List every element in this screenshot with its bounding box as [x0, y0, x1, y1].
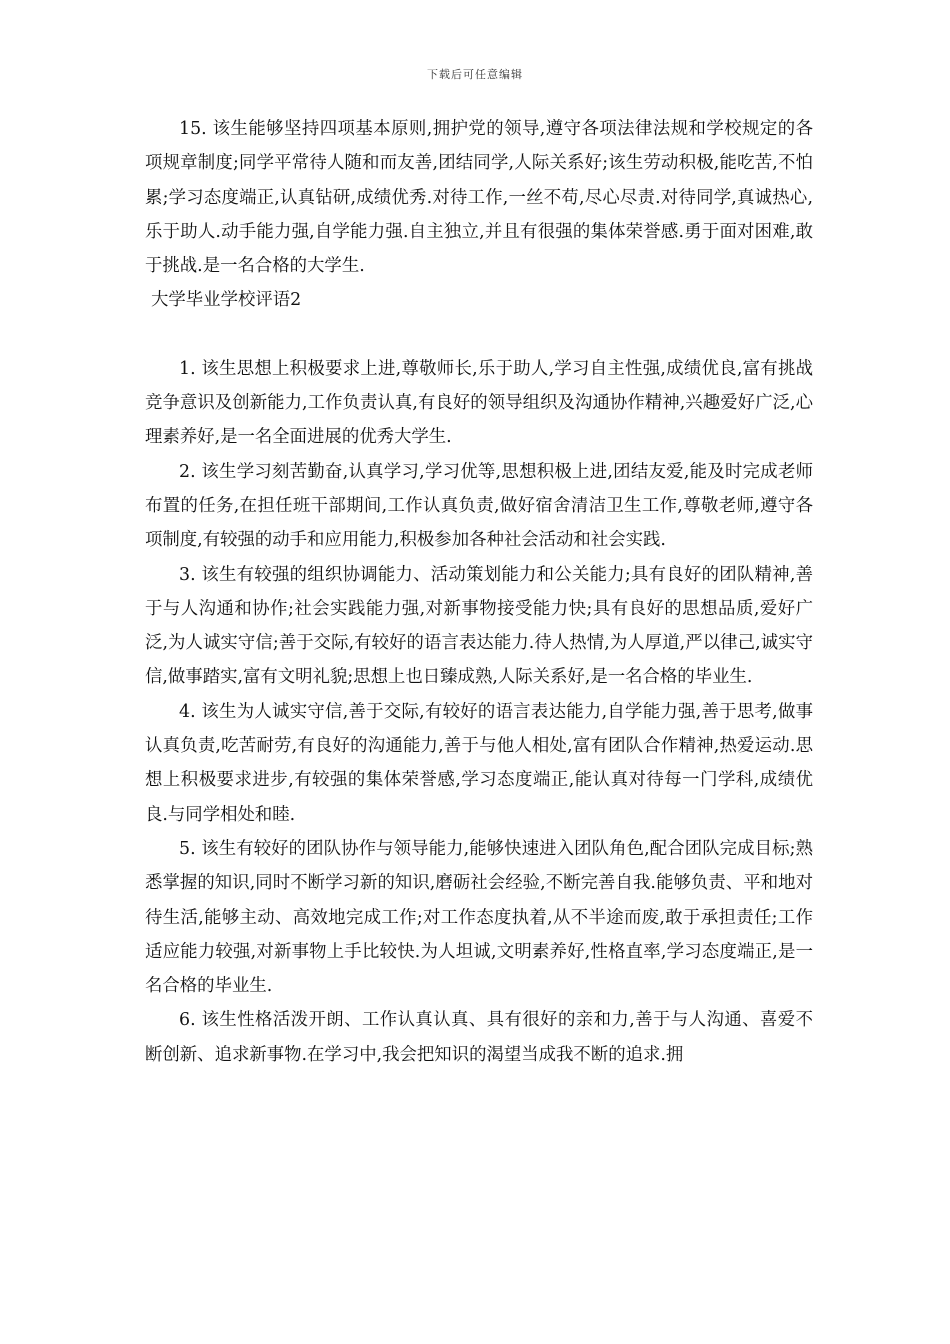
paragraph-2: 2. 该生学习刻苦勤奋,认真学习,学习优等,思想积极上进,团结友爱,能及时完成老师布置的任务,在担任班干部期间,工作认真负责,做好宿舍清洁卫生工作,尊敬老师,遵守各项制度,有较强的动手和应用能力,积极参加各种社会活动和社会实践.	[145, 461, 813, 551]
paragraph-15: 15. 该生能够坚持四项基本原则,拥护党的领导,遵守各项法律法规和学校规定的各项规章制度;同学平常待人随和而友善,团结同学,人际关系好;该生劳动积极,能吃苦,不怕累;学习态度端正,认真钻研,成绩优秀.对待工作,一丝不苟,尽心尽责.对待同学,真诚热心,乐于助人.动手能力强,自学能力强.自主独立,并且有很强的集体荣誉感.勇于面对困难,敢于挑战.是一名合格的大学生.	[145, 119, 813, 277]
paragraph-1: 1. 该生思想上积极要求上进,尊敬师长,乐于助人,学习自主性强,成绩优良,富有挑战竞争意识及创新能力,工作负责认真,有良好的领导组织及沟通协作精神,兴趣爱好广泛,心理素养好,是一名全面进展的优秀大学生.	[145, 358, 813, 448]
paragraph-3: 3. 该生有较强的组织协调能力、活动策划能力和公关能力;具有良好的团队精神,善于与人沟通和协作;社会实践能力强,对新事物接受能力快;具有良好的思想品质,爱好广泛,为人诚实守信;善于交际,有较好的语言表达能力.待人热情,为人厚道,严以律己,诚实守信,做事踏实,富有文明礼貌;思想上也日臻成熟,人际关系好,是一名合格的毕业生.	[145, 564, 813, 688]
page-header: 下载后可任意编辑	[427, 68, 523, 81]
section-title: 大学毕业学校评语2	[151, 290, 302, 311]
blank-line	[145, 318, 813, 352]
paragraph-5: 5. 该生有较好的团队协作与领导能力,能够快速进入团队角色,配合团队完成目标;熟悉掌握的知识,同时不断学习新的知识,磨砺社会经验,不断完善自我.能够负责、平和地对待生活,能够主动、高效地完成工作;对工作态度执着,从不半途而废,敢于承担责任;工作适应能力较强,对新事物上手比较快.为人坦诚,文明素养好,性格直率,学习态度端正,是一名合格的毕业生.	[145, 838, 813, 997]
document-body	[145, 112, 813, 1072]
paragraph-4: 4. 该生为人诚实守信,善于交际,有较好的语言表达能力,自学能力强,善于思考,做事认真负责,吃苦耐劳,有良好的沟通能力,善于与他人相处,富有团队合作精神,热爱运动.思想上积极要求进步,有较强的集体荣誉感,学习态度端正,能认真对待每一门学科,成绩优良.与同学相处和睦.	[145, 701, 813, 825]
paragraph-6: 6. 该生性格活泼开朗、工作认真认真、具有很好的亲和力,善于与人沟通、喜爱不断创新、追求新事物.在学习中,我会把知识的渴望当成我不断的追求.拥	[145, 1010, 813, 1065]
